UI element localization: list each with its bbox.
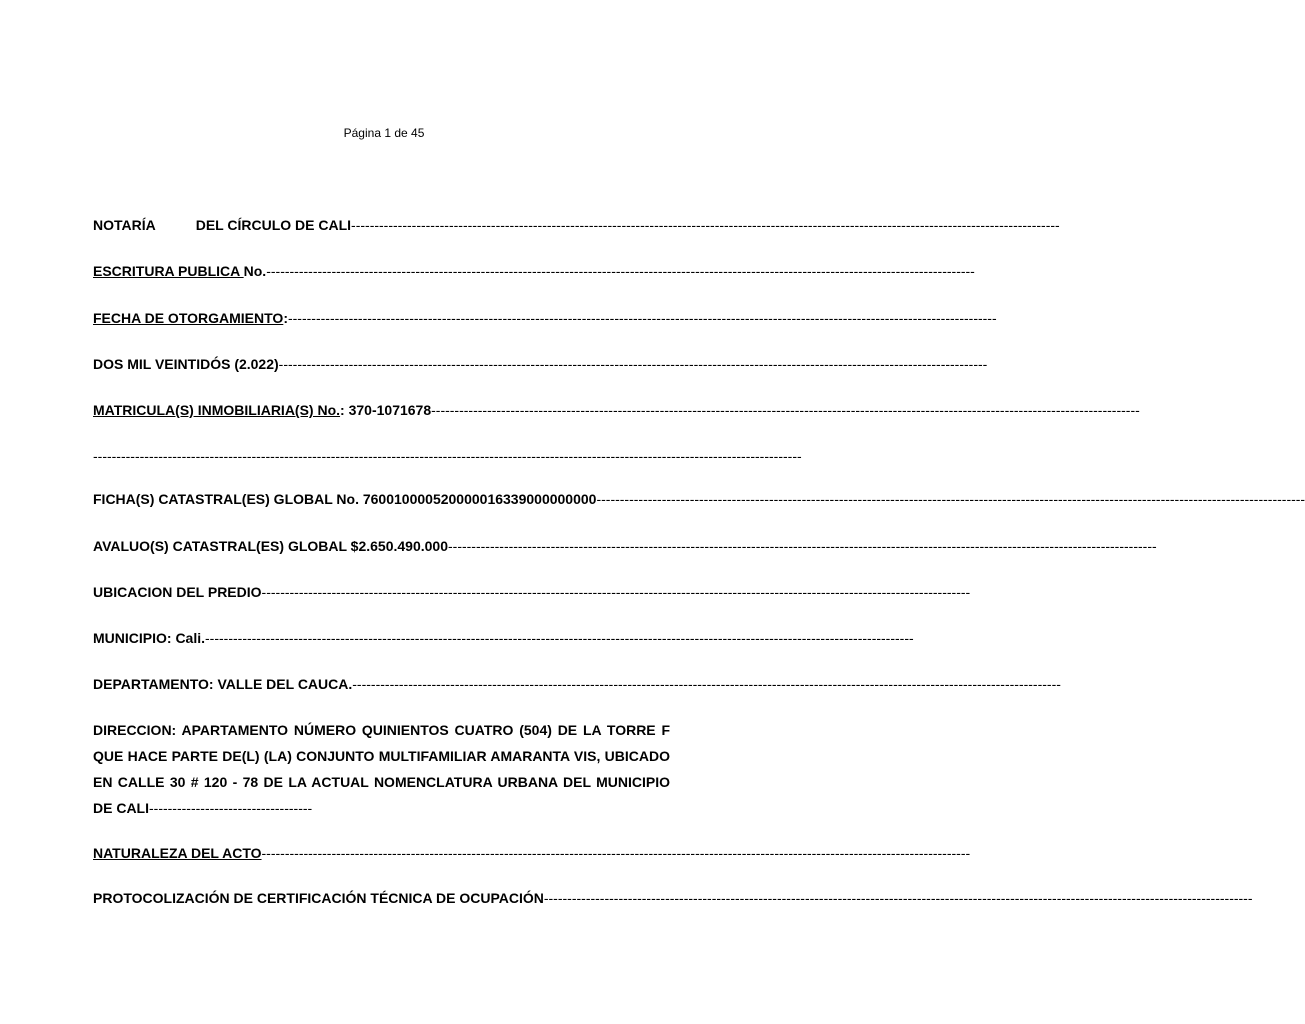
naturaleza-label: NATURALEZA DEL ACTO — [93, 845, 262, 861]
ficha-text: FICHA(S) CATASTRAL(ES) GLOBAL No. 760010000520000016339000000000 — [93, 491, 597, 507]
municipio-text: MUNICIPIO: Cali. — [93, 630, 206, 646]
matricula-value: : 370-1071678 — [340, 402, 432, 418]
fill-dashes: -------------------------------------------------------------------------------------------------------------------------------------------------------- — [351, 217, 1060, 233]
direccion-paragraph — [93, 717, 670, 821]
fill-dashes: -------------------------------------------------------------------------------------------------------------------------------------------------------- — [431, 402, 1140, 418]
anio-line — [93, 355, 988, 373]
matricula-line — [93, 401, 1140, 419]
municipio-line — [93, 629, 914, 647]
escritura-label: ESCRITURA PUBLICA — [93, 263, 244, 279]
naturaleza-line — [93, 844, 971, 862]
dash-line — [93, 447, 802, 465]
fill-dashes: -------------------------------------------------------------------------------------------------------------------------------------------------------- — [543, 890, 1253, 906]
fill-dashes: -------------------------------------------------------------------------------------------------------------------------------------------------------- — [93, 448, 802, 464]
departamento-text: DEPARTAMENTO: VALLE DEL CAUCA. — [93, 676, 353, 692]
fecha-line — [93, 309, 997, 327]
ubicacion-text: UBICACION DEL PREDIO — [93, 584, 262, 600]
escritura-no: No. — [243, 263, 267, 279]
escritura-line — [93, 262, 975, 280]
protocolizacion-text: PROTOCOLIZACIÓN DE CERTIFICACIÓN TÉCNICA DE OCUPACIÓN — [93, 890, 544, 906]
fill-dashes: -------------------------------------------------------------------------------------------------------------------------------------------------------- — [448, 538, 1157, 554]
ficha-line — [93, 490, 1305, 508]
fill-dashes: -------------------------------------------------------------------------------------------------------------------------------------------------------- — [287, 310, 997, 326]
fill-dashes: -------------------------------------------------------------------------------------------------------------------------------------------------------- — [266, 263, 975, 279]
protocolizacion-line — [93, 889, 1253, 907]
fecha-label: FECHA DE OTORGAMIENTO — [93, 310, 284, 326]
departamento-line — [93, 675, 1061, 693]
fill-dashes: ----------------------------------- — [149, 800, 313, 816]
page-number: Página 1 de 45 — [343, 126, 425, 140]
notaria-circulo: DEL CÍRCULO DE CALI — [195, 217, 352, 233]
fill-dashes: -------------------------------------------------------------------------------------------------------------------------------------------------------- — [261, 845, 971, 861]
fill-dashes: -------------------------------------------------------------------------------------------------------------------------------------------------------- — [205, 630, 914, 646]
avaluo-line — [93, 537, 1157, 555]
notaria-line — [93, 216, 1060, 234]
fill-dashes: -------------------------------------------------------------------------------------------------------------------------------------------------------- — [261, 584, 971, 600]
fill-dashes: -------------------------------------------------------------------------------------------------------------------------------------------------------- — [352, 676, 1061, 692]
notaria-label: NOTARÍA — [93, 217, 156, 233]
fill-dashes: -------------------------------------------------------------------------------------------------------------------------------------------------------- — [278, 356, 988, 372]
avaluo-text: AVALUO(S) CATASTRAL(ES) GLOBAL $2.650.490.000 — [93, 538, 448, 554]
direccion-text: DIRECCION: APARTAMENTO NÚMERO QUINIENTOS CUATRO (504) DE LA TORRE F QUE HACE PARTE DE(L) (LA) CONJUNTO MULTIFAMILIAR AMARANTA VIS, UBICADO EN CALLE 30 # 120 - 78 DE LA ACTUAL NOMENCLATURA URBANA DEL MUNICIPIO DE CALI — [93, 722, 670, 816]
fill-dashes: -------------------------------------------------------------------------------------------------------------------------------------------------------- — [596, 491, 1305, 507]
fecha-colon: : — [283, 310, 288, 326]
anio-text: DOS MIL VEINTIDÓS (2.022) — [93, 356, 279, 372]
matricula-label: MATRICULA(S) INMOBILIARIA(S) No. — [93, 402, 341, 418]
ubicacion-line — [93, 583, 971, 601]
